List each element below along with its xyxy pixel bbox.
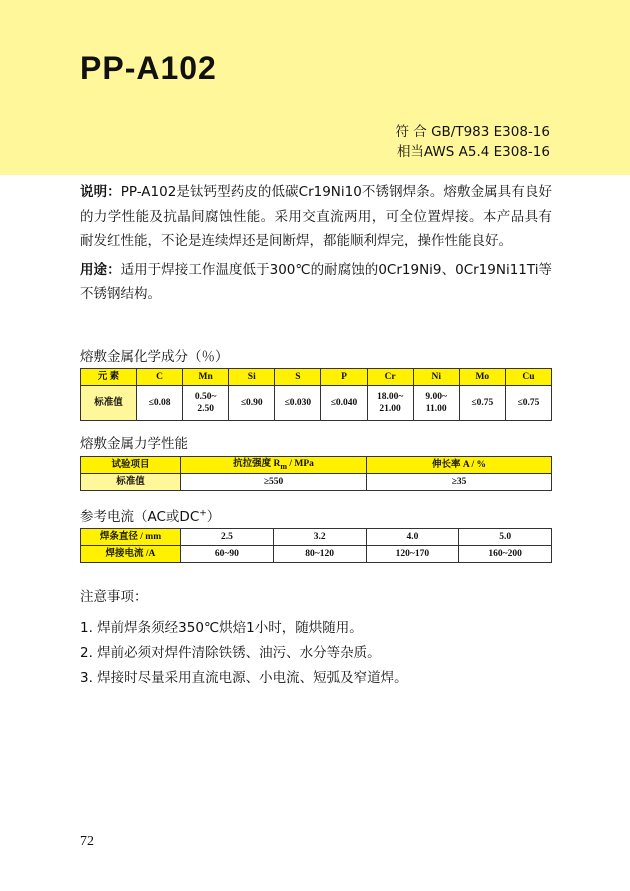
current-amps-row (81, 546, 552, 563)
chem-header-cell: Cu (505, 369, 551, 386)
chem-header-cell: S (275, 369, 321, 386)
current-title (80, 505, 220, 525)
mech-tensile-value: ≥550 (181, 474, 367, 491)
chem-header-cell: 元 素 (81, 369, 137, 386)
description-text: PP-A102是钛钙型药皮的低碳Cr19Ni10不锈钢焊条。熔敷金属具有良好的力学性能及抗晶间腐蚀性能。采用交直流两用，可全位置焊接。本产品具有耐发红性能，不论是连续焊还是间断焊，都能顺利焊完，操作性能良好。 (80, 184, 552, 249)
chem-header-cell: Mo (459, 369, 505, 386)
chem-mn-line: 0.50~ (194, 392, 217, 402)
standard-gb: 符 合 GB/T983 E308-16 (395, 124, 550, 140)
chem-title: 熔敷金属化学成分（％） (80, 349, 229, 365)
mech-header-row (81, 457, 552, 474)
current-diameter-value: 3.2 (273, 529, 366, 546)
usage-label: 用途： (80, 261, 121, 278)
chem-header-cell: Ni (413, 369, 459, 386)
chem-header-cell: C (137, 369, 183, 386)
description-paragraph (80, 180, 552, 254)
product-title: PP-A102 (80, 50, 217, 86)
chem-header-cell: Mn (183, 369, 229, 386)
chem-table (80, 368, 552, 421)
chem-header-cell: Cr (367, 369, 413, 386)
mech-table (80, 456, 552, 491)
standards-block (395, 122, 550, 162)
chem-value-c: ≤0.08 (137, 386, 183, 421)
mech-elongation-value: ≥35 (367, 474, 552, 491)
note-item: 1. 焊前焊条须经350℃烘焙1小时，随烘随用。 (80, 620, 363, 636)
chem-header-cell: P (321, 369, 367, 386)
chem-cr-line: 21.00 (379, 404, 401, 414)
chem-value-p: ≤0.040 (321, 386, 367, 421)
current-table (80, 528, 552, 563)
usage-paragraph (80, 258, 552, 307)
chem-value-mn (183, 386, 229, 421)
current-diameter-row (81, 529, 552, 546)
chem-value-row (81, 386, 552, 421)
current-diameter-value: 2.5 (181, 529, 274, 546)
chem-value-s: ≤0.030 (275, 386, 321, 421)
current-diameter-value: 5.0 (459, 529, 552, 546)
chem-value-cr (367, 386, 413, 421)
current-title-text: 参考电流（AC或DC (80, 509, 200, 525)
chem-header-cell: Si (229, 369, 275, 386)
current-amps-value: 120~170 (366, 546, 459, 563)
chem-row-label: 标准值 (81, 386, 137, 421)
chem-mn-line: 2.50 (197, 404, 214, 414)
notes-title: 注意事项： (80, 589, 148, 605)
mech-title: 熔敷金属力学性能 (80, 436, 188, 452)
mech-tensile-subscript: m (280, 461, 287, 471)
current-title-close: ） (206, 509, 221, 525)
mech-row-label: 标准值 (81, 474, 181, 491)
chem-value-cu: ≤0.75 (505, 386, 551, 421)
mech-tensile-label: 抗拉强度 R (233, 458, 281, 469)
chem-ni-line: 9.00~ (425, 392, 447, 402)
chem-ni-line: 11.00 (425, 404, 447, 414)
current-amps-label: 焊接电流 /A (81, 546, 181, 563)
description-label: 说明： (80, 184, 121, 200)
mech-header-elongation: 伸长率 A / % (367, 457, 552, 474)
usage-text: 适用于焊接工作温度低于300℃的耐腐蚀的0Cr19Ni9、0Cr19Ni11Ti等不锈钢结构。 (80, 261, 553, 302)
current-diameter-label: 焊条直径 / mm (81, 529, 181, 546)
chem-value-ni (413, 386, 459, 421)
mech-header-item: 试验项目 (81, 457, 181, 474)
chem-header-row (81, 369, 552, 386)
current-amps-value: 160~200 (459, 546, 552, 563)
notes-list (80, 616, 552, 691)
current-title-superscript: + (199, 508, 207, 519)
current-amps-value: 80~120 (273, 546, 366, 563)
chem-value-si: ≤0.90 (229, 386, 275, 421)
page-number: 72 (80, 834, 94, 849)
chem-value-mo: ≤0.75 (459, 386, 505, 421)
body-text (80, 180, 552, 307)
standard-aws: 相当AWS A5.4 E308-16 (396, 144, 550, 160)
current-diameter-value: 4.0 (366, 529, 459, 546)
notes-section (80, 585, 552, 691)
current-amps-value: 60~90 (181, 546, 274, 563)
note-item: 2. 焊前必须对焊件清除铁锈、油污、水分等杂质。 (80, 645, 381, 661)
mech-tensile-unit: / MPa (287, 458, 314, 469)
mech-value-row (81, 474, 552, 491)
mech-header-tensile (181, 457, 367, 474)
note-item: 3. 焊接时尽量采用直流电源、小电流、短弧及窄道焊。 (80, 670, 408, 686)
chem-cr-line: 18.00~ (376, 392, 404, 402)
